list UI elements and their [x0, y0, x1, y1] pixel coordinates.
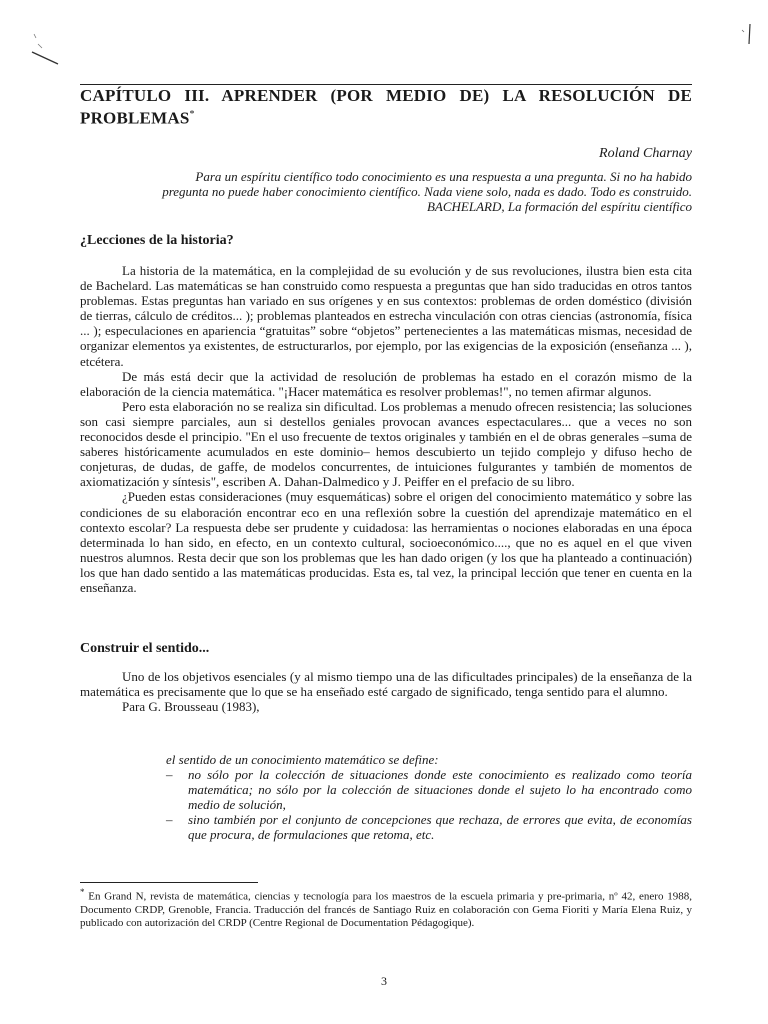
- chapter-title: [80, 86, 692, 128]
- chapter-title-text: CAPÍTULO III. APRENDER (POR MEDIO DE) LA RESOLUCIÓN DE PROBLEMAS: [80, 86, 692, 128]
- quote-item-text: sino también por el conjunto de concepciones que rechaza, de errores que evita, de economías que procura, de formulaciones que retoma, etc.: [188, 812, 692, 842]
- dash-bullet: –: [166, 812, 173, 827]
- quote-item-text: no sólo por la colección de situaciones donde este conocimiento es realizado como teoría matemática; no sólo por la colección de situaciones donde el sujeto lo ha encontrado como medio de solución,: [188, 767, 692, 812]
- paragraph: ¿Pueden estas consideraciones (muy esquemáticas) sobre el origen del conocimiento matemático y sobre las condiciones de su elaboración encontrar eco en una reflexión sobre la cuestión del aprendizaje matemático en el contexto escolar? La respuesta debe ser prudente y cuidadosa: las herramientas o nociones elaboradas en una época determinada lo han sido, en efecto, en un contexto cultural, socioeconómico...., que no es aquel en el que viven nuestros alumnos. Resta decir que son los problemas que les han dado origen (y los que ha planteado a continuación) los que han dado sentido a las matemáticas producidas. Esta es, tal vez, la principal lección que tener en cuenta en la enseñanza.: [80, 489, 692, 595]
- paragraph: La historia de la matemática, en la complejidad de su evolución y de sus revoluciones, ilustra bien esta cita de Bachelard. Las matemáticas se han construido como respuesta a preguntas que han sido traducidas en otros tantos problemas. Estas preguntas han variado en sus orígenes y en sus contextos: problemas de orden doméstico (división de tierras, cálculo de créditos... ); problemas planteados en estrecha vinculación con otras ciencias (astronomía, física ... ); especulaciones en apariencia “gratuitas” sobre “objetos” pertenecientes a las matemáticas mismas, necesidad de organizar elementos ya existentes, de estructurarlos, por ejemplo, por las exigencias de la exposición (enseñanza ... ), etcétera.: [80, 263, 692, 369]
- block-quote: [166, 752, 692, 842]
- epigraph-attribution: BACHELARD, La formación del espíritu científico: [426, 199, 692, 214]
- footnote-text: En Grand N, revista de matemática, ciencias y tecnología para los maestros de la escuela primaria y pre-primaria, nº 42, enero 1988, Documento CRDP, Grenoble, Francia. Traducción del francés de Santiago Ruiz en colaboración con Gema Fioriti y María Elena Ruiz, y publicado con autorización del CRDP (Centre Regional de Documentation Pédagogique).: [80, 890, 693, 929]
- footnote-ref: *: [189, 109, 195, 120]
- paragraph: Para G. Brousseau (1983),: [122, 699, 260, 715]
- section-heading: ¿Lecciones de la historia?: [80, 233, 234, 248]
- quote-list: [166, 767, 692, 842]
- page-number: 3: [381, 974, 387, 988]
- quote-list-item: [166, 812, 692, 842]
- epigraph: [146, 169, 692, 214]
- section-heading: Construir el sentido...: [80, 641, 210, 656]
- quote-list-item: [166, 767, 692, 812]
- footnote-marker: *: [80, 887, 85, 897]
- scan-artifact-mark: [28, 30, 68, 70]
- footnote: [80, 886, 692, 930]
- paragraph: Uno de los objetivos esenciales (y al mismo tiempo una de las dificultades principales) de la enseñanza de la matemática es precisamente que lo que se ha enseñado esté cargado de significado, tenga sentido para el alumno.: [80, 669, 692, 700]
- author-name: Roland Charnay: [599, 146, 692, 161]
- scan-artifact-mark: [738, 20, 758, 50]
- paragraph: Pero esta elaboración no se realiza sin dificultad. Los problemas a menudo ofrecen resistencia; las soluciones son casi siempre parciales, aun si destellos geniales provocan avances espectaculares... que a veces no son reconocidos desde el principio. "En el uso frecuente de textos originales y también en el de obras generales –suma de saberes históricamente acumulados en este dominio– hemos descubierto un tejido complejo y difuso hecho de conjeturas, de dudas, de gaffe, de modelos concurrentes, de intuiciones fulgurantes y también de momentos de axiomatización y síntesis", escriben A. Dahan-Dalmedico y J. Peiffer en el prefacio de su libro.: [80, 398, 692, 490]
- section-body: [80, 669, 692, 714]
- section-body: [80, 263, 692, 595]
- epigraph-line: Para un espíritu científico todo conocimiento es una respuesta a una pregunta. Si no ha habido: [195, 169, 692, 184]
- title-rule: [80, 84, 692, 85]
- quote-intro: el sentido de un conocimiento matemático se define:: [166, 752, 439, 767]
- dash-bullet: –: [166, 767, 173, 782]
- epigraph-line: pregunta no puede haber conocimiento científico. Nada viene solo, nada es dado. Todo es construido.: [162, 184, 692, 199]
- footnote-rule: [80, 882, 258, 883]
- paragraph: De más está decir que la actividad de resolución de problemas ha estado en el corazón mismo de la elaboración de la ciencia matemática. "¡Hacer matemática es resolver problemas!", no temen afirmar algunos.: [80, 368, 692, 399]
